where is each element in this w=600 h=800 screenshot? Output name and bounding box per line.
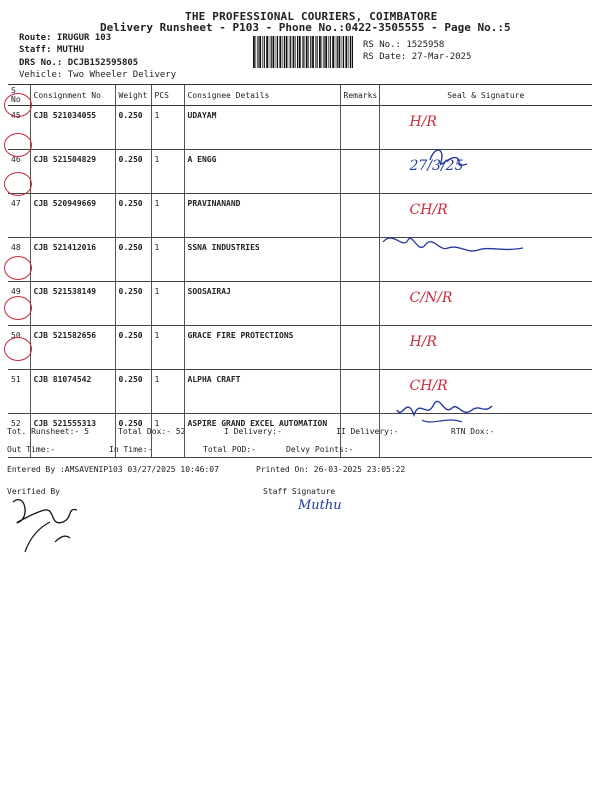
cell-pcs: 1 <box>151 106 184 150</box>
barcode-bar <box>257 36 258 68</box>
table-row <box>8 370 592 414</box>
tot-runsheet: Tot. Runsheet:- 5 <box>7 427 89 436</box>
barcode-bar <box>284 36 285 68</box>
barcode-bar <box>339 36 341 68</box>
delvy-points: Delvy Points:- <box>286 445 354 454</box>
barcode-bar <box>325 36 327 68</box>
sno-circle <box>4 93 32 117</box>
cell-weight: 0.250 <box>115 106 151 150</box>
barcode-bar <box>330 36 331 68</box>
cell-consignment-no: CJB 521412016 <box>30 238 115 282</box>
staff-signature-ink: Muthu <box>298 498 342 513</box>
barcode-bar <box>345 36 347 68</box>
cell-pcs: 1 <box>151 194 184 238</box>
cell-sno: 47 <box>8 194 30 238</box>
verifier-signature <box>5 482 85 557</box>
barcode-bar <box>293 36 295 68</box>
barcode-bar <box>253 36 255 68</box>
cell-consignment-no: CJB 521504829 <box>30 150 115 194</box>
barcode-bar <box>308 36 309 68</box>
cell-remarks <box>340 238 379 282</box>
cell-pcs: 1 <box>151 326 184 370</box>
barcode-image <box>253 36 353 68</box>
barcode-bar <box>297 36 298 68</box>
col-consignee: Consignee Details <box>184 85 340 106</box>
col-remarks: Remarks <box>340 85 379 106</box>
verified-by-label: Verified By <box>7 487 60 496</box>
runsheet-line: Delivery Runsheet - P103 - Phone No.:0422-3505555 - Page No.:5 <box>100 21 511 34</box>
cell-consignee: GRACE FIRE PROTECTIONS <box>184 326 340 370</box>
cell-pcs: 1 <box>151 150 184 194</box>
barcode-bar <box>323 36 324 68</box>
barcode-bar <box>276 36 277 68</box>
staff-signature-label: Staff Signature <box>263 487 336 496</box>
col-consignment: Consignment No <box>30 85 115 106</box>
table-row <box>8 150 592 194</box>
barcode-bar <box>295 36 296 68</box>
cell-seal-signature: CH/R <box>379 370 592 414</box>
cell-weight: 0.250 <box>115 414 151 458</box>
cell-remarks <box>340 370 379 414</box>
cell-seal-signature: H/R <box>379 326 592 370</box>
table-row <box>8 282 592 326</box>
cell-weight: 0.250 <box>115 326 151 370</box>
barcode-bar <box>289 36 290 68</box>
barcode-bar <box>350 36 351 68</box>
cell-consignee: SSNA INDUSTRIES <box>184 238 340 282</box>
ii-delivery: II Delivery:- <box>336 427 399 436</box>
barcode-bar <box>310 36 311 68</box>
table-header-row <box>8 85 592 106</box>
sno-circle <box>4 172 32 196</box>
sno-circle <box>4 256 32 280</box>
vehicle-label: Vehicle: Two Wheeler Delivery <box>19 70 177 80</box>
barcode-bar <box>259 36 261 68</box>
barcode-bar <box>315 36 316 68</box>
rs-date: RS Date: 27-Mar-2025 <box>363 52 472 62</box>
staff-label: Staff: MUTHU <box>19 45 85 55</box>
barcode-bar <box>343 36 344 68</box>
cell-seal-signature: CH/R <box>379 194 592 238</box>
barcode-bar <box>271 36 272 68</box>
cell-remarks <box>340 326 379 370</box>
cell-consignee: ASPIRE GRAND EXCEL AUTOMATION <box>184 414 340 458</box>
barcode-bar <box>319 36 321 68</box>
barcode-bar <box>337 36 338 68</box>
barcode-bar <box>262 36 263 68</box>
barcode-bar <box>306 36 308 68</box>
cell-consignment-no: CJB 521555313 <box>30 414 115 458</box>
barcode-bar <box>286 36 288 68</box>
total-dox: Total Dox:- 52 <box>118 427 186 436</box>
cell-sno: 48 <box>8 238 30 282</box>
barcode-bar <box>303 36 304 68</box>
barcode-bar <box>266 36 268 68</box>
out-time: Out Time:- <box>7 445 56 454</box>
sno-circle <box>4 133 32 157</box>
barcode-bar <box>348 36 349 68</box>
cell-consignment-no: CJB 81074542 <box>30 370 115 414</box>
barcode-bar <box>342 36 343 68</box>
cell-seal-signature: 27/3/25 <box>379 150 592 194</box>
table-row <box>8 326 592 370</box>
runsheet-table <box>8 84 592 458</box>
cell-consignment-no: CJB 521582656 <box>30 326 115 370</box>
printed-on: Printed On: 26-03-2025 23:05:22 <box>256 465 406 474</box>
cell-weight: 0.250 <box>115 282 151 326</box>
cell-remarks <box>340 194 379 238</box>
barcode-bar <box>335 36 336 68</box>
signature-row-52 <box>392 390 502 430</box>
cell-sno: 52 <box>8 414 30 458</box>
cell-remarks <box>340 150 379 194</box>
col-weight: Weight <box>115 85 151 106</box>
cell-consignee: UDAYAM <box>184 106 340 150</box>
cell-consignee: ALPHA CRAFT <box>184 370 340 414</box>
cell-seal-signature: H/R <box>379 106 592 150</box>
cell-consignment-no: CJB 520949669 <box>30 194 115 238</box>
cell-remarks <box>340 106 379 150</box>
barcode-bar <box>264 36 265 68</box>
cell-consignment-no: CJB 521538149 <box>30 282 115 326</box>
in-time: In Time:- <box>109 445 153 454</box>
sno-circle <box>4 337 32 361</box>
cell-consignee: SOOSAIRAJ <box>184 282 340 326</box>
cell-pcs: 1 <box>151 414 184 458</box>
sno-circle <box>4 296 32 320</box>
signature-row-48 <box>378 228 528 264</box>
barcode-bar <box>282 36 283 68</box>
total-pod: Total POD:- <box>203 445 256 454</box>
barcode-bar <box>312 36 314 68</box>
cell-sno: 49 <box>8 282 30 326</box>
cell-consignment-no: CJB 521034055 <box>30 106 115 150</box>
barcode-bar <box>273 36 275 68</box>
signature-row-46 <box>375 140 495 190</box>
barcode-bar <box>269 36 270 68</box>
route-label: Route: IRUGUR 103 <box>19 33 112 43</box>
drs-number: DRS No.: DCJB152595805 <box>19 58 139 68</box>
cell-sno: 51 <box>8 370 30 414</box>
barcode-bar <box>277 36 278 68</box>
cell-pcs: 1 <box>151 370 184 414</box>
cell-consignee: A ENGG <box>184 150 340 194</box>
cell-seal-signature: C/N/R <box>379 282 592 326</box>
col-sno: S No <box>8 85 30 106</box>
cell-pcs: 1 <box>151 238 184 282</box>
barcode-bar <box>256 36 257 68</box>
cell-remarks <box>340 282 379 326</box>
barcode-bar <box>317 36 318 68</box>
cell-weight: 0.250 <box>115 194 151 238</box>
barcode-bar <box>279 36 281 68</box>
rs-number: RS No.: 1525958 <box>363 40 445 50</box>
table-row <box>8 106 592 150</box>
company-title: THE PROFESSIONAL COURIERS, COIMBATORE <box>185 10 438 23</box>
cell-sno: 50 <box>8 326 30 370</box>
barcode-bar <box>332 36 334 68</box>
barcode-bar <box>322 36 323 68</box>
cell-consignee: PRAVINANAND <box>184 194 340 238</box>
col-seal-signature: Seal & Signature <box>379 85 592 106</box>
barcode-bar <box>352 36 353 68</box>
barcode-bar <box>302 36 303 68</box>
i-delivery: I Delivery:- <box>224 427 282 436</box>
barcode-bar <box>299 36 301 68</box>
entered-by: Entered By :AMSAVENIP103 03/27/2025 10:46:07 <box>7 465 219 474</box>
cell-weight: 0.250 <box>115 150 151 194</box>
cell-sno: 45 <box>8 106 30 150</box>
barcode-bar <box>328 36 329 68</box>
cell-sno: 46 <box>8 150 30 194</box>
cell-weight: 0.250 <box>115 370 151 414</box>
cell-pcs: 1 <box>151 282 184 326</box>
barcode-bar <box>290 36 291 68</box>
cell-weight: 0.250 <box>115 238 151 282</box>
rtn-dox: RTN Dox:- <box>451 427 495 436</box>
col-pcs: PCS <box>151 85 184 106</box>
